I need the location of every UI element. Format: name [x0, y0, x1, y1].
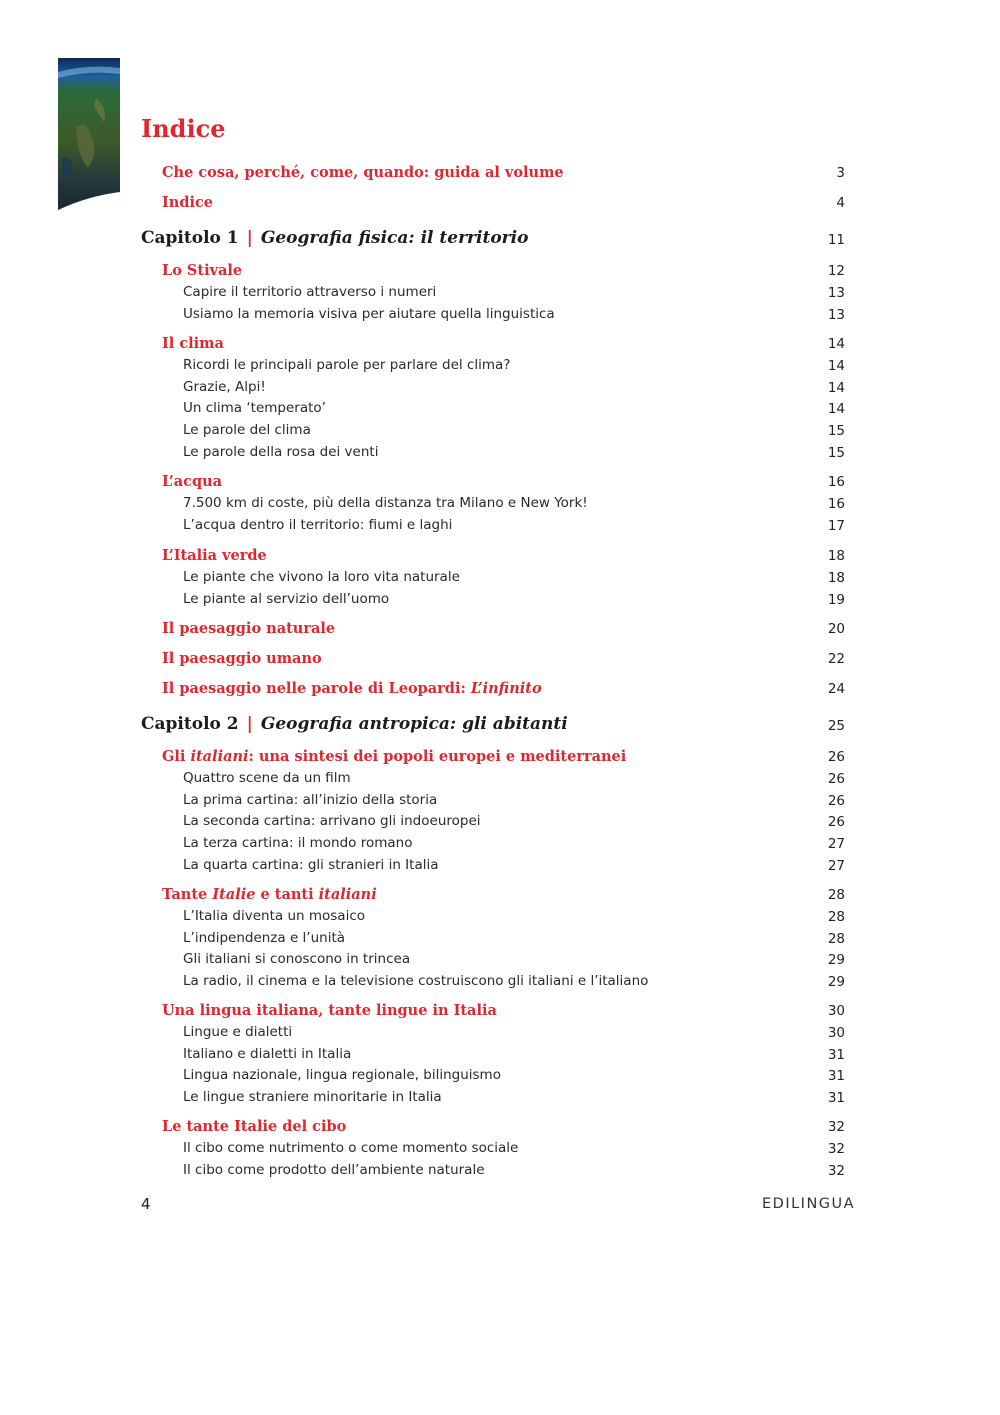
chapter-name: Geografia fisica: il territorio — [260, 228, 529, 248]
page-number: 26 — [827, 792, 845, 809]
page-number: 26 — [827, 749, 845, 765]
earth-bookmark-image — [58, 58, 120, 210]
page-number: 19 — [827, 591, 845, 608]
page-number: 29 — [827, 952, 845, 969]
section-title — [162, 748, 626, 765]
page-number: 13 — [827, 306, 845, 323]
section-title-part: L’infinito — [470, 680, 542, 697]
subsection-title: Il cibo come nutrimento o come momento sociale — [183, 1140, 519, 1156]
subsection-title: Usiamo la memoria visiva per aiutare quella linguistica — [183, 305, 555, 322]
page-number: 13 — [827, 285, 845, 301]
page-number: 14 — [827, 379, 845, 396]
page-number: 11 — [827, 232, 845, 248]
section-title-part: e tanti — [255, 886, 319, 903]
chapter-name: Geografia antropica: gli abitanti — [260, 714, 568, 734]
section-title: Che cosa, perché, come, quando: guida al volume — [162, 164, 564, 181]
section-title-part: : una sintesi dei popoli europei e mediterranei — [248, 748, 627, 765]
page-number: 12 — [827, 263, 845, 279]
footer-page-number: 4 — [141, 1195, 151, 1213]
page-number: 30 — [827, 1025, 845, 1041]
subsection-title: 7.500 km di coste, più della distanza tra Milano e New York! — [183, 495, 588, 511]
section-title-part: italiani — [190, 748, 249, 765]
section-title: Una lingua italiana, tante lingue in Italia — [162, 1002, 497, 1019]
subsection-title: Il cibo come prodotto dell’ambiente naturale — [183, 1161, 485, 1178]
page-number: 3 — [836, 165, 845, 181]
chapter-title — [141, 228, 528, 248]
page-number: 28 — [827, 930, 845, 947]
section-title — [162, 886, 377, 903]
subsection-title: Quattro scene da un film — [183, 770, 351, 786]
page-title: Indice — [141, 114, 226, 143]
subsection-title: Le piante al servizio dell’uomo — [183, 590, 390, 607]
section-title: Il paesaggio umano — [162, 650, 322, 667]
subsection-title: Lingua nazionale, lingua regionale, bilinguismo — [183, 1067, 501, 1084]
page-number: 25 — [827, 718, 845, 734]
chapter-title — [141, 714, 568, 734]
page-number: 14 — [827, 358, 845, 374]
section-title: Il clima — [162, 335, 224, 352]
page-number: 16 — [827, 474, 845, 490]
publisher-logo: EDILINGUA — [762, 1196, 856, 1212]
page-number: 31 — [827, 1068, 845, 1085]
page-number: 20 — [827, 621, 845, 637]
page-number: 32 — [827, 1141, 845, 1157]
subsection-title: Italiano e dialetti in Italia — [183, 1045, 352, 1062]
subsection-title: Le parole della rosa dei venti — [183, 443, 379, 460]
separator-bar: | — [246, 228, 253, 248]
separator-bar: | — [246, 714, 253, 734]
page-number: 15 — [827, 444, 845, 461]
page-number: 16 — [827, 496, 845, 512]
subsection-title: La prima cartina: all’inizio della storia — [183, 791, 438, 808]
subsection-title: L’indipendenza e l’unità — [183, 929, 346, 946]
page-number: 28 — [827, 887, 845, 903]
page-number: 28 — [827, 909, 845, 925]
page-number: 26 — [827, 814, 845, 831]
section-title: L’acqua — [162, 473, 223, 490]
section-title: Indice — [162, 194, 214, 211]
section-title-part: Italie — [212, 886, 256, 903]
subsection-title: La terza cartina: il mondo romano — [183, 835, 413, 852]
section-title-part: italiani — [318, 886, 377, 903]
subsection-title: L’acqua dentro il territorio: fiumi e laghi — [183, 516, 453, 533]
page-number: 31 — [827, 1046, 845, 1063]
subsection-title: Le piante che vivono la loro vita naturale — [183, 569, 460, 585]
subsection-title: La quarta cartina: gli stranieri in Italia — [183, 856, 439, 873]
page-number: 31 — [827, 1090, 845, 1107]
section-title: Il paesaggio naturale — [162, 620, 336, 637]
chapter-label: Capitolo 2 — [141, 714, 239, 734]
section-title-part: Il paesaggio nelle parole di Leopardi: — [162, 680, 471, 697]
page-number: 27 — [827, 857, 845, 874]
page-number: 27 — [827, 836, 845, 853]
page-number: 29 — [827, 974, 845, 991]
subsection-title: Le parole del clima — [183, 422, 311, 439]
subsection-title: Lingue e dialetti — [183, 1024, 293, 1040]
subsection-title: Un clima ‘temperato’ — [183, 400, 326, 417]
page-number: 14 — [827, 336, 845, 352]
section-title-part: Gli — [162, 748, 191, 765]
page-number: 18 — [827, 548, 845, 564]
subsection-title: Le lingue straniere minoritarie in Italia — [183, 1089, 442, 1106]
section-title: Le tante Italie del cibo — [162, 1118, 347, 1135]
subsection-title: La radio, il cinema e la televisione costruiscono gli italiani e l’italiano — [183, 973, 649, 990]
page-number: 14 — [827, 401, 845, 418]
section-title: Lo Stivale — [162, 262, 243, 279]
subsection-title: Gli italiani si conoscono in trincea — [183, 951, 411, 968]
section-title-part: Tante — [162, 886, 213, 903]
section-title — [162, 680, 542, 697]
page-number: 32 — [827, 1119, 845, 1135]
page-number: 24 — [827, 681, 845, 697]
section-title: L’Italia verde — [162, 547, 267, 564]
page-number: 4 — [836, 195, 845, 211]
page-number: 17 — [827, 517, 845, 534]
subsection-title: Ricordi le principali parole per parlare del clima? — [183, 357, 511, 373]
page-number: 15 — [827, 423, 845, 440]
chapter-label: Capitolo 1 — [141, 228, 239, 248]
page-number: 22 — [827, 651, 845, 667]
subsection-title: Grazie, Alpi! — [183, 378, 266, 395]
page-number: 26 — [827, 771, 845, 787]
subsection-title: La seconda cartina: arrivano gli indoeuropei — [183, 813, 481, 830]
page-number: 30 — [827, 1003, 845, 1019]
page-number: 32 — [827, 1162, 845, 1179]
subsection-title: L’Italia diventa un mosaico — [183, 908, 366, 924]
page-number: 18 — [827, 570, 845, 586]
subsection-title: Capire il territorio attraverso i numeri — [183, 284, 437, 300]
